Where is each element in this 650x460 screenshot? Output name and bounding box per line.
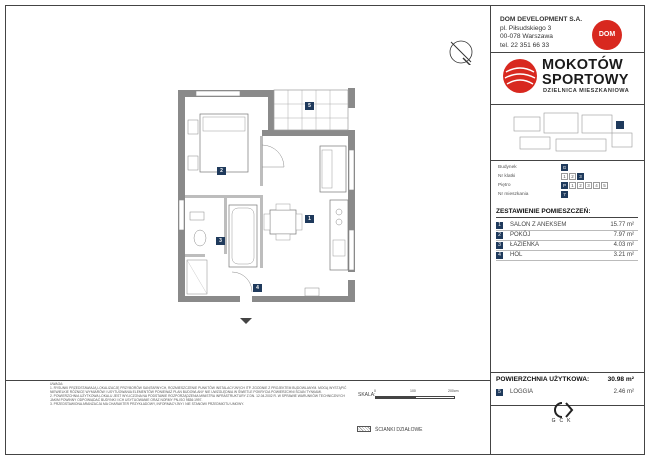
room-name: ŁAZIENKA <box>510 242 540 248</box>
notes-divider <box>5 380 490 381</box>
gck-logo-text: GCK <box>551 418 575 424</box>
room-area: 4.03 m² <box>613 242 634 248</box>
room-number: 4 <box>496 252 503 259</box>
developer-info <box>500 16 582 50</box>
room-name: HOL <box>510 252 523 258</box>
room-row <box>496 241 638 251</box>
room-number: 5 <box>496 389 503 396</box>
brand-line-1: MOKOTÓW <box>542 57 624 73</box>
info-label: Budynek <box>498 165 517 170</box>
room-row <box>496 221 638 231</box>
room-area: 15.77 m² <box>610 222 634 228</box>
plan-label-room-3: 3 <box>216 237 225 245</box>
room-name: LOGGIA <box>510 389 534 395</box>
room-number: 1 <box>496 222 503 229</box>
info-cell: 1 <box>569 182 576 189</box>
scale-bar <box>375 396 455 399</box>
info-row-floor <box>496 182 636 190</box>
brand-line-2: SPORTOWY <box>542 72 629 88</box>
info-cell: 1 <box>561 173 568 180</box>
panel-divider-3 <box>490 160 645 161</box>
plan-label-room-1: 1 <box>305 215 314 223</box>
compass-icon <box>448 39 474 65</box>
site-plan <box>500 107 640 159</box>
scale-tick-200: 200cm <box>448 389 459 393</box>
plan-label-room-4: 4 <box>253 284 262 292</box>
plan-label-room-2: 2 <box>217 167 226 175</box>
info-label: Piętro <box>498 183 511 188</box>
total-area <box>496 376 638 383</box>
rooms-title: ZESTAWIENIE POMIESZCZEŃ: <box>496 208 638 218</box>
legend-swatch <box>357 426 371 432</box>
info-cell: 3 <box>577 173 584 180</box>
brand-logo <box>500 56 640 106</box>
info-label: Nr klatki <box>498 174 516 179</box>
info-cell: 2 <box>577 182 584 189</box>
room-name: POKÓJ <box>510 232 531 238</box>
plan-label-room-5: 5 <box>305 102 314 110</box>
note-line: 1. RYSUNKI PRZEDSTAWIAJĄ LOKALIZACJĘ PRZYBORÓW SANITARNYCH, ROZMIESZCZENIE PUNKTÓW INSTALACYJNYCH ITP. ZGODNIE Z PROJEKTEM BUDOWLANYM. MOGĄ WYSTĄPIĆ NIEWIELKIE RÓŻNICE WYMIARÓW I USYTUOWANIA ELEMENTÓW PONIEWAŻ PLAN BUDOWLANY NIE UWZGLĘDNIA W ŚWIETLE POKRYCIA POWIERZCHNI ŚCIAN TYNKAMI. <box>50 386 347 394</box>
scale-tick-100: 100 <box>410 389 416 393</box>
room-name: SALON Z ANEKSEM <box>510 222 567 228</box>
info-cell: G <box>562 165 567 170</box>
extra-row <box>496 388 638 398</box>
panel-divider-top <box>490 52 645 53</box>
info-cell: 4 <box>593 182 600 189</box>
room-area: 2.46 m² <box>613 389 634 395</box>
gck-logo-icon <box>552 400 576 420</box>
notes-block <box>50 382 355 406</box>
info-cell: P <box>562 183 566 188</box>
brand-subtitle: DZIELNICA MIESZKANIOWA <box>543 88 630 94</box>
note-line: 2. POWIERZCHNIA UŻYTKOWA LOKALU JEST WYLICZONA NA PODSTAWIE ROZPORZĄDZENIA MINISTRA INFRASTRUKTURY Z DN. 12.04.2002 R. W SPRAWIE WARUNKÓW TECHNICZNYCH JAKIM POWINNY ODPOWIADAĆ BUDYNKI I ICH USYTUOWANIE ORAZ NORMY PN-ISO 9836:1997. <box>50 394 345 402</box>
info-cell: 5 <box>601 182 608 189</box>
brand-sphere-icon <box>502 58 538 94</box>
legend-label: ŚCIANKI DZIAŁOWE <box>375 427 423 433</box>
panel-divider-2 <box>490 104 645 105</box>
info-label: Nr mieszkania <box>498 192 529 197</box>
room-number: 3 <box>496 242 503 249</box>
scale-tick-0: 0 <box>374 389 376 393</box>
room-area: 7.97 m² <box>613 232 634 238</box>
room-area: 3.21 m² <box>613 252 634 258</box>
info-row-apartment <box>496 191 636 199</box>
developer-name: DOM DEVELOPMENT S.A. <box>500 16 583 23</box>
info-cell: 3 <box>585 182 592 189</box>
info-cell: 7 <box>561 191 568 198</box>
total-label: POWIERZCHNIA UŻYTKOWA: <box>496 376 590 383</box>
developer-street: pl. Piłsudskiego 3 <box>500 24 552 32</box>
panel-divider-4 <box>490 372 645 373</box>
info-row-building <box>496 164 636 172</box>
note-line: 3. PRZEDSTAWIONA ARANŻACJA MA CHARAKTER PRZYKŁADOWY, INFORMACYJNY I NIE STANOWI PRZEDMIOTU UMOWY. <box>50 402 244 406</box>
dom-logo: DOM <box>592 20 622 50</box>
developer-phone: tel. 22 351 66 33 <box>500 41 550 49</box>
room-number: 2 <box>496 232 503 239</box>
panel-divider <box>490 5 491 455</box>
room-row <box>496 251 638 261</box>
developer-city: 00-078 Warszawa <box>500 33 553 41</box>
info-cell: 2 <box>569 173 576 180</box>
info-row-stairwell <box>496 173 636 181</box>
scale-label: SKALA: <box>358 392 376 398</box>
total-value: 30.98 m² <box>607 376 634 383</box>
note-line: UWAGA: <box>50 382 64 386</box>
room-row <box>496 231 638 241</box>
